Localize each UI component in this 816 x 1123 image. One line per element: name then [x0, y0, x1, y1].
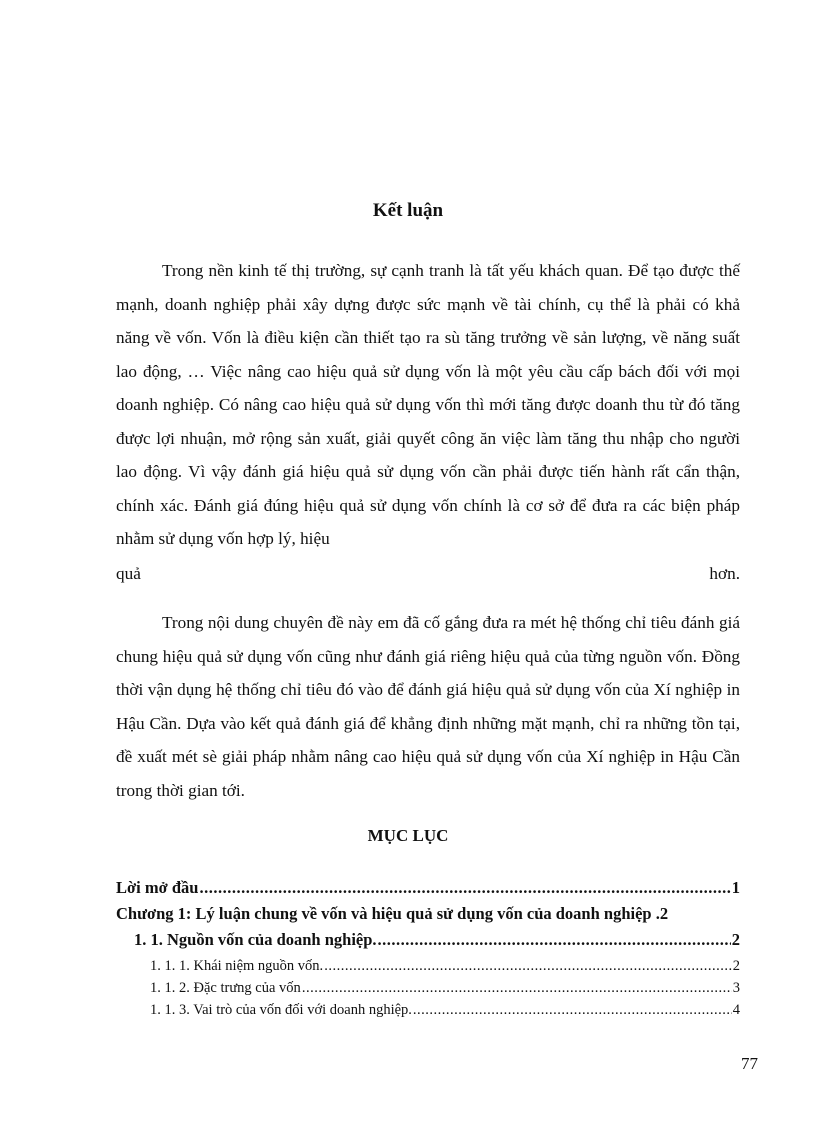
toc-entry[interactable] — [116, 904, 740, 930]
toc-entry-page: 4 — [732, 1002, 740, 1018]
toc-entry-label: Lời mở đầu — [116, 878, 199, 897]
toc-title: MỤC LỤC — [367, 826, 449, 845]
toc-leader-dots — [413, 1002, 732, 1019]
toc-entry[interactable] — [116, 958, 740, 980]
toc-entry-label: 1. 1. Nguồn vốn của doanh nghiệp. — [134, 930, 377, 949]
page-title: Kết luận — [372, 200, 444, 221]
paragraph-1-text: Trong nền kinh tế thị trường, sự cạnh tranh là tất yếu khách quan. Để tạo được thế mạnh, doanh nghiệp phải xây dựng được sức mạnh về tài chính, cụ thể là phải có khả năng về vốn. Vốn là điều kiện cần thiết tạo ra sù tăng trưởng về sản lượng, về năng suất lao động, … Việc nâng cao hiệu quả sử dụng vốn là một yêu cầu cấp bách đối với mọi doanh nghiệp. Có nâng cao hiệu quả sử dụng vốn thì mới tăng được doanh thu từ đó tăng được lợi nhuận, mở rộng sản xuất, giải quyết công ăn việc làm tăng thu nhập cho người lao động. Vì vậy đánh giá hiệu quả sử dụng vốn cần phải được tiến hành rất cẩn thận, chính xác. Đánh giá đúng hiệu quả sử dụng vốn chính là cơ sở để đưa ra các biện pháp nhằm sử dụng vốn hợp lý, hiệu — [116, 261, 740, 548]
toc-leader-dots — [324, 958, 732, 975]
page-number: 77 — [741, 1054, 758, 1073]
toc-leader-dots — [199, 878, 730, 898]
toc-entry[interactable] — [116, 878, 740, 904]
toc-entry-label: 1. 1. 2. Đặc trưng của vốn — [150, 980, 301, 996]
toc-entry-label: 1. 1. 1. Khái niệm nguồn vốn. — [150, 958, 324, 974]
toc-entry[interactable] — [116, 1002, 740, 1024]
toc-leader-dots — [302, 980, 732, 997]
toc-entry-page: 2 — [731, 930, 740, 949]
toc-entry-page: 2 — [659, 904, 669, 923]
last-word-left: quả — [116, 564, 141, 583]
toc-entry-page: 3 — [732, 980, 740, 996]
justified-last-line — [116, 564, 740, 584]
table-of-contents — [116, 878, 740, 1024]
conclusion-paragraph-1 — [116, 254, 740, 556]
toc-entry[interactable] — [116, 980, 740, 1002]
toc-entry[interactable] — [116, 930, 740, 958]
toc-entry-page: 2 — [732, 958, 740, 974]
toc-entry-label: 1. 1. 3. Vai trò của vốn đối với doanh nghiệp. — [150, 1002, 412, 1018]
toc-leader-dots — [378, 930, 731, 950]
last-word-right: hơn. — [709, 564, 740, 583]
paragraph-2-text: Trong nội dung chuyên đề này em đã cố gắng đưa ra mét hệ thống chỉ tiêu đánh giá chung hiệu quả sử dụng vốn cũng như đánh giá riêng hiệu quả của từng nguồn vốn. Đồng thời vận dụng hệ thống chỉ tiêu đó vào để đánh giá hiệu quả sử dụng vốn của Xí nghiệp in Hậu Cần. Dựa vào kết quả đánh giá để khẳng định những mặt mạnh, chỉ ra những tồn tại, đề xuất mét sè giải pháp nhằm nâng cao hiệu quả sử dụng vốn của Xí nghiệp in Hậu Cần trong thời gian tới. — [116, 613, 740, 800]
toc-entry-label: Chương 1: Lý luận chung về vốn và hiệu quả sử dụng vốn của doanh nghiệp . — [116, 904, 660, 923]
toc-entry-page: 1 — [731, 878, 740, 897]
conclusion-paragraph-2 — [116, 606, 740, 807]
